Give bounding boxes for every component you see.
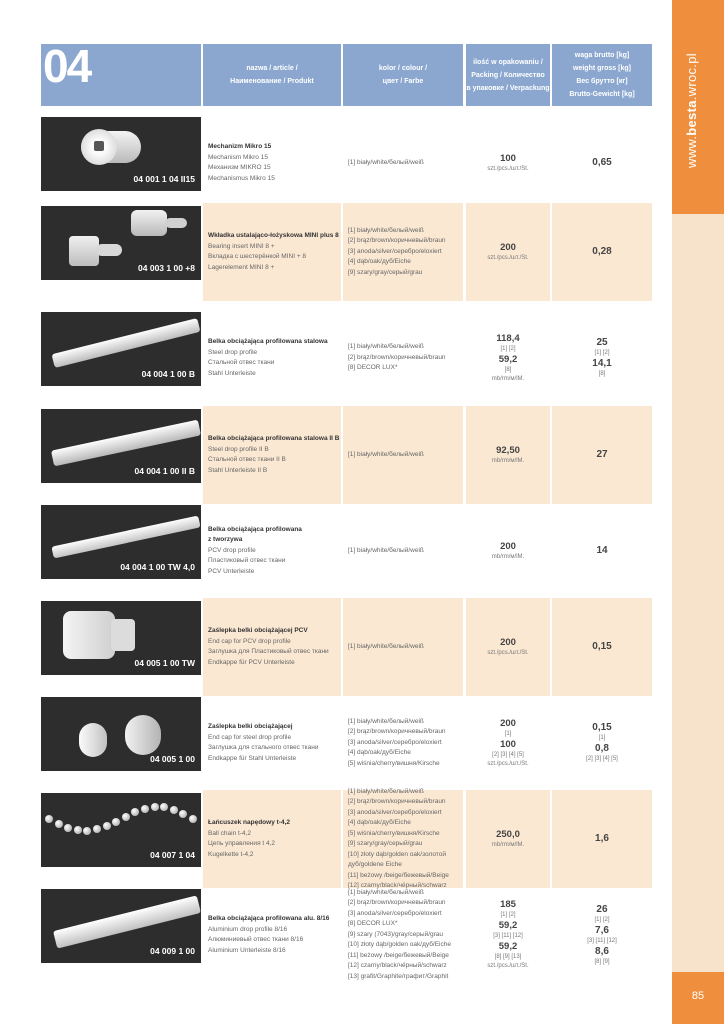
table-row [41,203,653,301]
colour-option: [4] dąb/oak/дуб/Eiche [348,819,411,826]
product-colour-cell [343,114,463,212]
packing-quantity: 200 [500,717,516,729]
chain-bead [131,808,139,816]
column-header-colour: kolor / colour / цвет / Farbe [343,44,463,106]
table-row [41,502,653,600]
product-name: Wkładka ustalająco-łożyskowa MINI plus 8 [208,232,339,239]
colour-option: [3] anoda/silver/серебро/eloxiert [348,808,442,816]
product-name: Belka obciążająca profilowana alu. 8/16 [208,915,330,922]
colour-option: [4] dąb/oak/дуб/Eiche [348,258,411,266]
product-name-cell [203,598,341,696]
colour-option: дуб/goldene Eiche [348,861,402,868]
gross-weight: 25 [596,337,608,348]
product-name-translation: Steel drop profile [208,348,258,356]
packing-note: mb/rm/м/lM. [491,841,525,848]
product-colour-cell [343,309,463,407]
product-name-translation: End cap for steel drop profile [208,733,292,741]
colour-option: [1] biały/white/белый/weiß [348,158,424,166]
chain-bead [103,822,111,830]
weight-cell [552,203,652,301]
colour-option: [1] biały/white/белый/weiß [348,888,424,896]
colour-option: [3] anoda/silver/серебро/eloxiert [348,909,442,917]
product-colour-cell [343,502,463,600]
table-row [41,114,653,212]
colour-option: [12] czarny/black/чёрный/schwarz [348,882,447,889]
colour-option: [2] brąz/brown/коричневый/braun [348,899,446,907]
packing-cell [466,406,550,504]
packing-note: [3] [11] [12] [493,933,523,939]
colour-option: [1] biały/white/белый/weiß [348,546,424,554]
product-name: Belka obciążająca profilowana stalowa [208,338,328,345]
product-colour-cell [343,787,463,889]
product-name-cell [203,886,341,984]
colour-option: [2] brąz/brown/коричневый/braun [348,237,446,245]
weight-cell [552,114,652,212]
gross-weight: 27 [596,449,608,460]
column-header-name: nazwa / article / Наименование / Produkt [203,44,341,106]
product-colour-cell [343,406,463,504]
colour-option: [3] anoda/silver/серебро/eloxiert [348,247,442,255]
product-name-translation: Kugelkette t-4,2 [208,850,254,858]
packing-cell [466,309,550,407]
weight-cell [552,502,652,600]
packing-note: szt./pcs./шт./St. [487,165,529,172]
chain-bead [93,825,101,833]
gross-weight: 1,6 [595,833,609,844]
product-name-cell [203,790,341,888]
weight-cell [552,309,652,407]
packing-note: mb/rm/м/lM. [491,375,525,382]
colour-option: [9] szary/gray/серый/grau [348,268,423,276]
product-name: z tworzywa [208,536,243,544]
packing-note: mb/rm/м/lM. [491,553,525,560]
packing-cell [466,790,550,888]
table-row [41,694,653,792]
product-name-cell [203,502,341,600]
colour-option: [9] szary (7043)/gray/серый/grau [348,930,444,938]
packing-quantity: 59,2 [498,941,518,952]
product-code: 04 001 1 04 II15 [133,174,195,184]
product-photo [41,312,201,386]
colour-option: [2] brąz/brown/коричневый/braun [348,798,446,805]
product-name-translation: Lagerelement MINI 8 + [208,263,275,271]
weight-cell [552,406,652,504]
chain-bead [112,818,120,826]
gross-weight: 8,6 [595,945,609,957]
product-colour-cell [343,598,463,696]
weight-note: [1] [2] [594,350,610,356]
column-header-weight: waga brutto [kg] weight gross [kg] Вес брутто [кг] Brutto-Gewicht [kg] [552,44,652,106]
table-row [41,598,653,696]
weight-note: [8] [9] [594,958,610,965]
section-number-header [41,40,201,106]
product-name-translation: Mechanismus Mikro 15 [208,174,275,182]
chain-bead [160,803,168,811]
packing-cell [466,694,550,792]
colour-option: [1] biały/white/белый/weiß [348,717,424,725]
colour-option: [4] dąb/oak/дуб/Eiche [348,749,411,757]
chain-bead [141,805,149,813]
table-row [41,787,653,889]
product-name-translation: Aluminium drop profile 8/16 [208,925,288,933]
packing-note: mb/rm/м/lM. [491,457,525,464]
product-name-translation: Stahl Unterleiste [208,369,256,377]
product-name-cell [203,406,341,504]
product-name-translation: Ball chain t-4,2 [208,829,251,837]
table-row [41,406,653,504]
chain-bead [122,813,130,821]
colour-option: [13] grafit/Graphite/графит/Graphit [348,972,449,980]
colour-option: [1] biały/white/белый/weiß [348,226,424,234]
packing-quantity: 250,0 [496,828,520,840]
chain-bead [83,827,91,835]
product-photo [41,505,201,579]
side-banner-middle [672,214,724,972]
chain-bead [45,815,53,823]
page-number: 85 [691,990,705,1002]
product-colour-cell [343,203,463,301]
brand-url[interactable]: www.besta.wroc.pl [684,53,699,168]
product-name-translation: End cap for PCV drop profile [208,637,291,645]
product-name-cell [203,203,341,301]
packing-quantity: 118,4 [496,332,520,344]
column-header-packing: ilość w opakowaniu / Packing / Количество в упаковке / Verpackung [466,44,550,106]
colour-option: [11] beżowy /beige/бежевый/Beige [348,951,449,959]
product-photo [41,206,201,280]
product-name-translation: Steel drop profile II B [208,445,269,453]
packing-quantity: 185 [500,899,516,910]
packing-quantity: 59,2 [498,353,518,365]
product-code: 04 003 1 00 +8 [138,263,195,273]
product-name-translation: Endkappe für Stahl Unterleiste [208,754,297,762]
colour-option: [9] szary/gray/серый/grau [348,840,423,847]
colour-option: [8] DECOR LUX* [348,920,398,928]
colour-option: [5] wiśnia/cherry/вишня/Kirsche [348,829,440,837]
product-code: 04 004 1 00 TW 4,0 [120,562,195,572]
product-name: Zaślepka belki obciążającej [208,723,293,730]
product-photo [41,889,201,963]
packing-note: szt./pcs./шт./St. [487,254,529,261]
weight-cell [552,886,652,984]
product-name-translation: Mechanism Mikro 15 [208,153,268,161]
gross-weight: 0,15 [592,722,612,733]
packing-quantity: 200 [500,636,516,648]
packing-quantity: 100 [500,152,516,164]
product-name: Belka obciążająca profilowana [208,525,302,533]
product-name-translation: Механизм MIKRO 15 [208,164,271,171]
weight-cell [552,694,652,792]
product-name: Mechanizm Mikro 15 [208,143,272,150]
product-name-translation: Алюминиевый отвес ткани 8/16 [208,936,304,943]
product-code: 04 005 1 00 TW [134,658,195,668]
product-name: Łańcuszek napędowy t-4,2 [208,819,290,826]
colour-option: [1] biały/white/белый/weiß [348,642,424,650]
packing-cell [466,886,550,984]
product-name-translation: Стальной отвес ткани II B [208,456,286,463]
packing-note: [1] [2] [500,912,516,918]
packing-note: [1] [2] [500,345,516,352]
weight-cell [552,598,652,696]
chain-bead [74,826,82,834]
packing-cell [466,502,550,600]
gross-weight: 0,15 [592,641,612,652]
product-name-translation: Endkappe für PCV Unterleiste [208,658,295,666]
chain-bead [64,824,72,832]
colour-option: [1] biały/white/белый/weiß [348,343,424,351]
product-photo [41,601,201,675]
product-name-translation: Пластиковый отвес ткани [208,557,286,565]
product-name-cell [203,309,341,407]
weight-note: [3] [11] [12] [587,937,617,944]
product-name-translation: Заглушка для стального отвес ткани [208,744,319,751]
gross-weight: 0,28 [592,246,612,257]
product-code: 04 004 1 00 B [141,369,195,379]
chain-bead [55,820,63,828]
colour-option: [12] czarny/black/чёрный/schwarz [348,962,447,970]
weight-cell [552,790,652,888]
weight-note: [2] [3] [4] [5] [586,756,618,762]
packing-quantity: 92,50 [496,444,520,456]
product-name-translation: PCV drop profile [208,546,256,554]
section-number: 04 [43,40,91,92]
product-name-translation: Цепь управления t 4,2 [208,840,276,847]
packing-note: [8] [9] [13] [494,954,522,960]
product-photo [41,697,201,771]
product-name-translation: Заглушка для Пластиковый отвес ткани [208,648,329,655]
colour-option: [11] beżowy /beige/бежевый/Beige [348,871,449,879]
chain-bead [189,815,197,823]
colour-option: [8] DECOR LUX* [348,364,398,372]
packing-note: [2] [3] [4] [5] [492,751,524,758]
packing-quantity: 200 [500,241,516,253]
product-code: 04 004 1 00 II B [134,466,195,476]
product-name-translation: Bearing insert MINI 8 + [208,242,275,250]
gross-weight: 14 [596,545,608,556]
packing-note: [1] [504,730,512,737]
chain-bead [179,810,187,818]
product-code: 04 007 1 04 [150,850,195,860]
gross-weight: 26 [596,903,608,915]
product-name: Belka obciążająca profilowana stalowa II B [208,435,340,442]
weight-note: [1] [2] [594,916,610,923]
table-row [41,886,653,984]
packing-cell [466,114,550,212]
weight-note: [8] [598,371,606,377]
packing-note: szt./pcs./шт./St. [487,760,529,767]
packing-quantity: 200 [500,540,516,552]
product-photo [41,117,201,191]
product-name-cell [203,114,341,212]
product-name-cell [203,694,341,792]
colour-option: [10] złoty dąb/golden oak/золотой [348,850,446,858]
packing-cell [466,598,550,696]
product-photo [41,793,201,867]
colour-option: [3] anoda/silver/серебро/eloxiert [348,738,442,746]
packing-note: szt./pcs./шт./St. [487,649,529,656]
product-colour-cell [343,886,463,984]
chain-bead [151,803,159,811]
colour-option: [1] biały/white/белый/weiß [348,450,424,458]
table-row [41,309,653,407]
product-name-translation: Вкладка с шестерёнкой MINI + 8 [208,253,307,260]
colour-option: [1] biały/white/белый/weiß [348,787,424,795]
product-name-translation: PCV Unterleiste [208,567,255,575]
product-name: Zaślepka belki obciążającej PCV [208,627,308,634]
colour-option: [2] brąz/brown/коричневый/braun [348,728,446,736]
product-code: 04 005 1 00 [150,754,195,764]
colour-option: [10] złoty dąb/golden oak/дуб/Eiche [348,941,451,949]
gross-weight: 0,8 [595,743,609,754]
weight-note: [1] [598,735,606,741]
gross-weight: 14,1 [592,358,612,369]
product-colour-cell [343,694,463,792]
product-photo [41,409,201,483]
packing-note: szt./pcs./шт./St. [487,963,529,969]
product-name-translation: Aluminium Unterleiste 8/16 [208,946,286,954]
packing-note: [8] [504,366,512,373]
gross-weight: 0,65 [592,157,612,168]
packing-quantity: 100 [500,738,516,750]
chain-bead [170,806,178,814]
colour-option: [5] wiśnia/cherry/вишня/Kirsche [348,759,440,767]
colour-option: [2] brąz/brown/коричневый/braun [348,353,446,361]
product-code: 04 009 1 00 [150,946,195,956]
gross-weight: 7,6 [595,924,609,936]
packing-cell [466,203,550,301]
product-name-translation: Стальной отвес ткани [208,359,275,366]
product-name-translation: Stahl Unterleiste II B [208,466,268,474]
packing-quantity: 59,2 [498,920,518,931]
